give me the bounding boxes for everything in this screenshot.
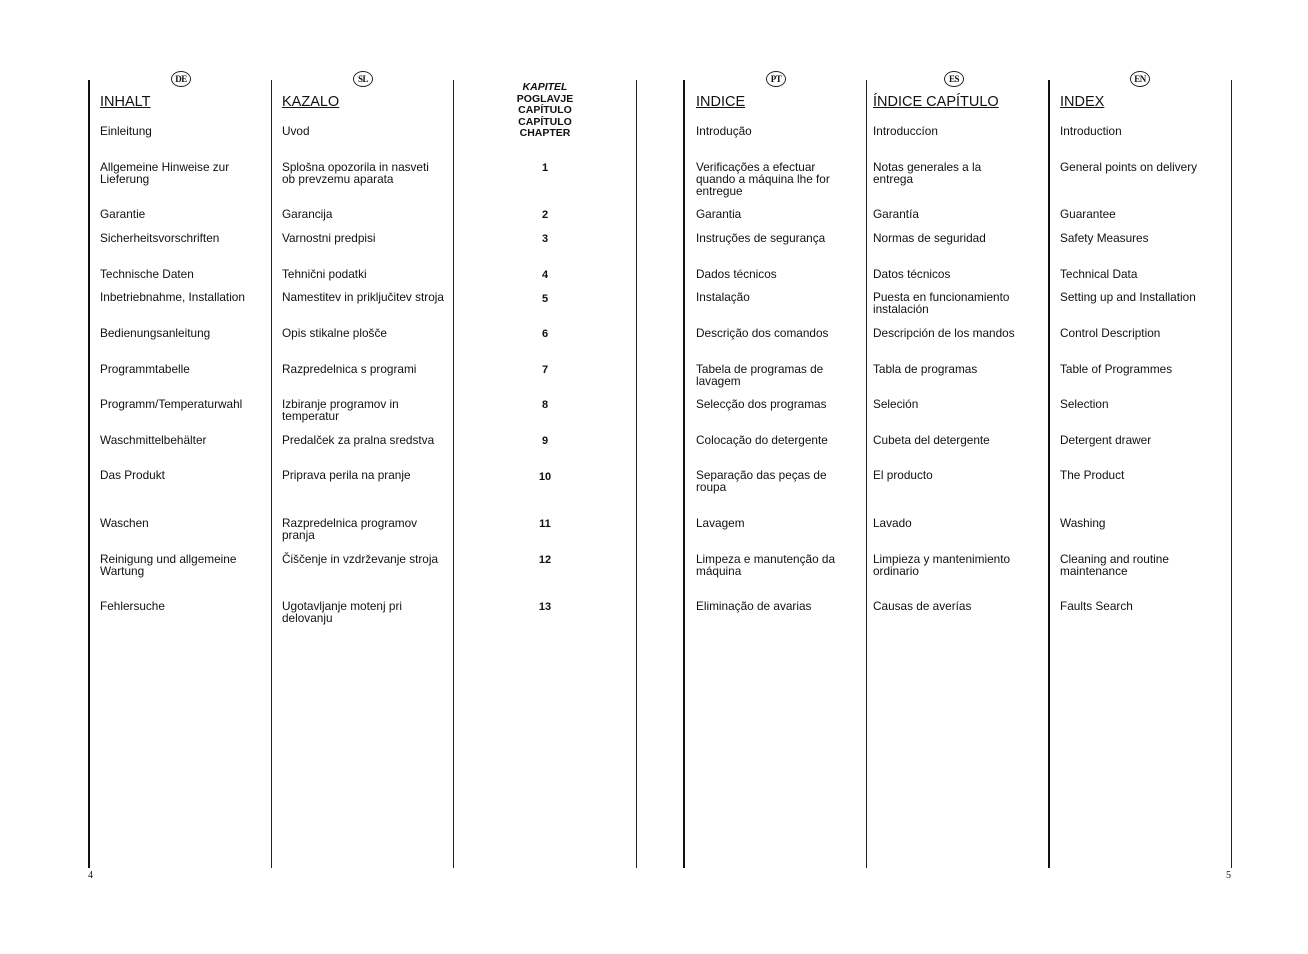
list-item: Bedienungsanleitung (100, 326, 211, 340)
list-item: Waschmittelbehälter (100, 433, 207, 447)
list-item: Ugotavljanje motenj pri delovanju (282, 599, 402, 625)
list-item: Predalček za pralna sredstva (282, 433, 435, 447)
chapter-number: 9 (541, 435, 549, 447)
chapter-number: 7 (541, 364, 549, 376)
chapter-header-line: CHAPTER (519, 127, 571, 140)
list-item: Introdução (696, 124, 752, 138)
list-item: Das Produkt (100, 468, 165, 482)
page-number-left: 4 (88, 870, 93, 881)
list-item: Table of Programmes (1060, 362, 1173, 376)
chapter-number: 8 (541, 399, 549, 411)
chapter-header-line: CAPÍTULO (518, 104, 572, 117)
list-item: Faults Search (1060, 599, 1133, 613)
chapter-number: 2 (541, 209, 549, 221)
column-divider (636, 80, 637, 868)
list-item: Limpieza y mantenimiento ordinario (873, 552, 1011, 578)
chapter-number: 13 (538, 601, 552, 613)
list-item: Safety Measures (1060, 231, 1149, 245)
chapter-number: 1 (541, 162, 549, 174)
list-item: Razpredelnica programov pranja (282, 516, 418, 542)
chapter-number: 10 (538, 471, 552, 483)
language-badge-sl: SL (353, 71, 373, 87)
list-item: General points on delivery (1060, 160, 1198, 174)
list-item: Lavagem (696, 516, 745, 530)
list-item: Cubeta del detergente (873, 433, 990, 447)
list-item: Garancija (282, 207, 333, 221)
column-title-es: ÍNDICE CAPÍTULO (873, 94, 999, 110)
column-title-en: INDEX (1060, 94, 1105, 110)
list-item: Normas de seguridad (873, 231, 986, 245)
list-item: Waschen (100, 516, 149, 530)
list-item: Descripción de los mandos (873, 326, 1015, 340)
chapter-header-line: POGLAVJE (516, 92, 574, 105)
column-divider (683, 80, 685, 868)
language-badge-pt: PT (766, 71, 786, 87)
list-item: Guarantee (1060, 207, 1116, 221)
chapter-number: 3 (541, 233, 549, 245)
list-item: Izbiranje programov in temperatur (282, 397, 399, 423)
chapter-number: 5 (541, 293, 549, 305)
column-divider (866, 80, 867, 868)
list-item: Selection (1060, 397, 1109, 411)
list-item: Allgemeine Hinweise zur Lieferung (100, 160, 230, 186)
column-title-pt: INDICE (696, 94, 746, 110)
list-item: Tabla de programas (873, 362, 978, 376)
list-item: Control Description (1060, 326, 1161, 340)
list-item: Puesta en funcionamiento instalación (873, 290, 1010, 316)
list-item: The Product (1060, 468, 1125, 482)
list-item: Notas generales a la entrega (873, 160, 982, 186)
list-item: Detergent drawer (1060, 433, 1152, 447)
list-item: Priprava perila na pranje (282, 468, 411, 482)
list-item: Tabela de programas de lavagem (696, 362, 824, 388)
list-item: Datos técnicos (873, 267, 951, 281)
list-item: Causas de averías (873, 599, 972, 613)
list-item: Selecção dos programas (696, 397, 827, 411)
list-item: Instruções de segurança (696, 231, 826, 245)
list-item: Reinigung und allgemeine Wartung (100, 552, 237, 578)
list-item: Setting up and Installation (1060, 290, 1196, 304)
list-item: Tehnični podatki (282, 267, 367, 281)
language-badge-de: DE (171, 71, 191, 87)
list-item: Opis stikalne plošče (282, 326, 387, 340)
list-item: Technische Daten (100, 267, 194, 281)
list-item: Introduction (1060, 124, 1122, 138)
chapter-header-line: KAPITEL (522, 81, 568, 93)
list-item: Eliminação de avarias (696, 599, 812, 613)
list-item: Uvod (282, 124, 310, 138)
list-item: Descrição dos comandos (696, 326, 829, 340)
list-item: Namestitev in priključitev stroja (282, 290, 444, 304)
chapter-header (500, 82, 590, 140)
list-item: Verificações a efectuar quando a máquina lhe for entregue (696, 160, 830, 198)
list-item: Colocação do detergente (696, 433, 828, 447)
column-title-sl: KAZALO (282, 94, 340, 110)
column-divider (1048, 80, 1050, 868)
column-divider (88, 80, 90, 868)
column-divider (1231, 80, 1232, 868)
list-item: Fehlersuche (100, 599, 165, 613)
list-item: Instalação (696, 290, 750, 304)
list-item: Cleaning and routine maintenance (1060, 552, 1169, 578)
language-badge-en: EN (1130, 71, 1150, 87)
list-item: Garantía (873, 207, 919, 221)
list-item: Washing (1060, 516, 1106, 530)
list-item: Sicherheitsvorschriften (100, 231, 220, 245)
list-item: Programmtabelle (100, 362, 190, 376)
list-item: Razpredelnica s programi (282, 362, 417, 376)
chapter-number: 12 (538, 554, 552, 566)
list-item: Limpeza e manutenção da máquina (696, 552, 836, 578)
column-divider (453, 80, 454, 868)
column-title-de: INHALT (100, 94, 151, 110)
list-item: Inbetriebnahme, Installation (100, 290, 245, 304)
list-item: Separação das peças de roupa (696, 468, 827, 494)
list-item: Varnostni predpisi (282, 231, 376, 245)
list-item: Garantia (696, 207, 742, 221)
page-number-right: 5 (1226, 870, 1231, 881)
chapter-number: 6 (541, 328, 549, 340)
list-item: Introduccíon (873, 124, 938, 138)
list-item: Lavado (873, 516, 912, 530)
list-item: El producto (873, 468, 933, 482)
list-item: Seleción (873, 397, 919, 411)
list-item: Splošna opozorila in nasveti ob prevzemu aparata (282, 160, 429, 186)
list-item: Čiščenje in vzdrževanje stroja (282, 552, 439, 566)
list-item: Einleitung (100, 124, 152, 138)
list-item: Garantie (100, 207, 146, 221)
list-item: Programm/Temperaturwahl (100, 397, 243, 411)
chapter-number: 11 (539, 518, 551, 530)
list-item: Dados técnicos (696, 267, 777, 281)
column-divider (271, 80, 272, 868)
chapter-header-line: CAPÍTULO (518, 115, 572, 128)
chapter-number: 4 (541, 269, 549, 281)
list-item: Technical Data (1060, 267, 1138, 281)
language-badge-es: ES (944, 71, 964, 87)
